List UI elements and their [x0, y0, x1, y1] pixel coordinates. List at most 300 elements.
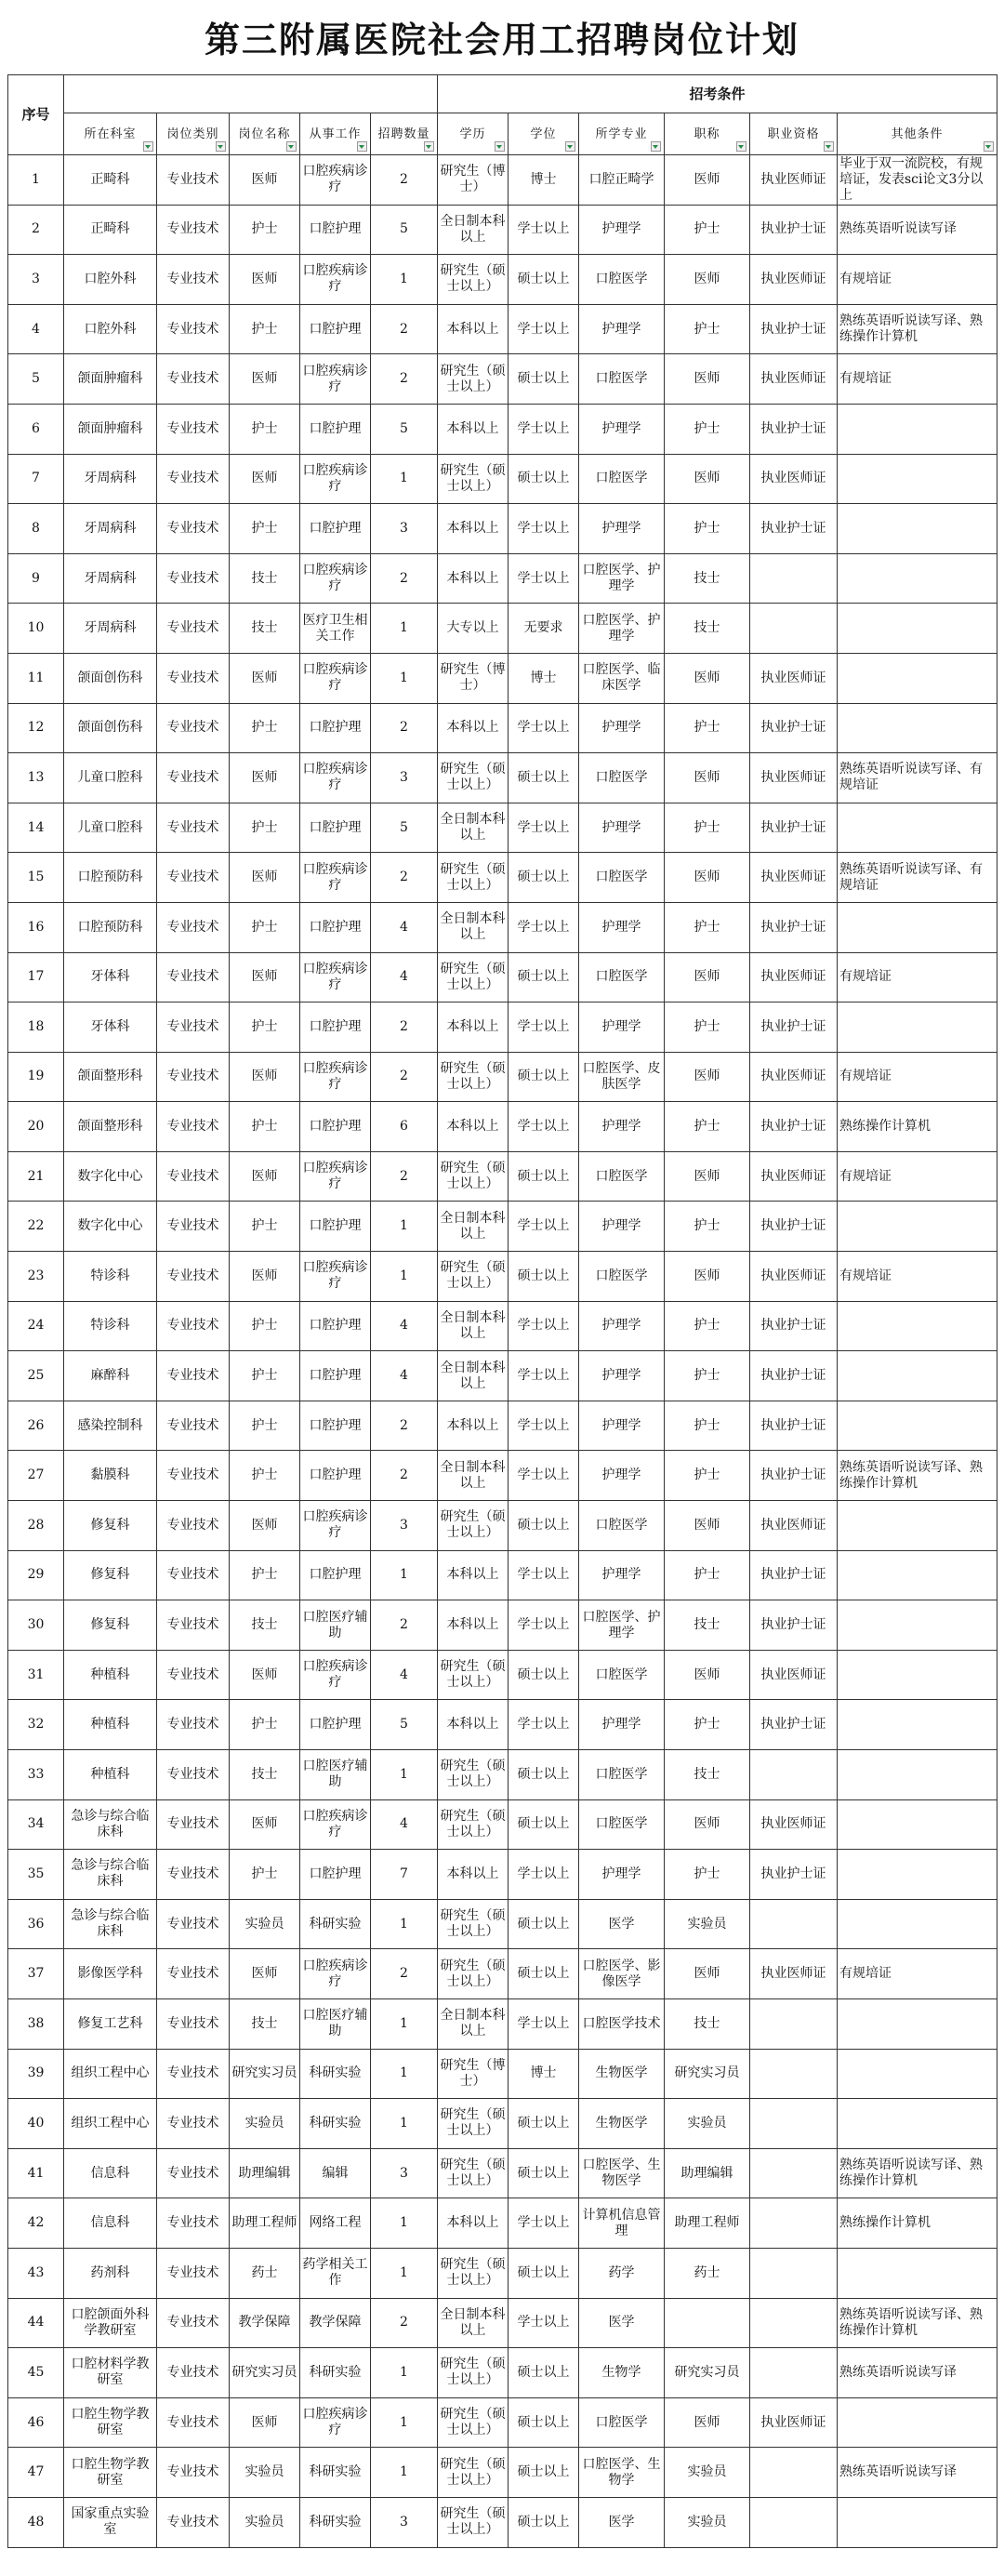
cell-qualification: 执业护士证	[750, 1451, 838, 1501]
cell-qualification: 执业护士证	[750, 504, 838, 554]
cell-qualification: 执业医师证	[750, 952, 838, 1003]
cell-qualification	[750, 2298, 838, 2348]
cell-major: 医学	[579, 2497, 665, 2547]
page-title: 第三附属医院社会用工招聘岗位计划	[204, 19, 799, 60]
cell-major: 护理学	[579, 1102, 665, 1152]
cell-education: 本科以上	[438, 1003, 509, 1053]
column-header-education	[438, 113, 509, 155]
cell-title: 医师	[665, 1949, 750, 1999]
cell-quantity: 1	[371, 1202, 438, 1252]
cell-title: 护士	[665, 304, 750, 354]
filter-dropdown-icon[interactable]	[565, 141, 575, 152]
cell-other-conditions: 熟练英语听说读写译、熟练操作计算机	[838, 2148, 997, 2198]
cell-seq: 35	[8, 1850, 64, 1900]
header-conditions: 招考条件	[438, 75, 997, 113]
cell-title: 医师	[665, 155, 750, 206]
cell-work: 口腔疾病诊疗	[300, 454, 371, 504]
cell-seq: 29	[8, 1550, 64, 1600]
column-header-work	[300, 113, 371, 155]
cell-department: 正畸科	[64, 205, 157, 255]
cell-post-category: 专业技术	[157, 1301, 230, 1351]
cell-title: 护士	[665, 504, 750, 554]
cell-title: 护士	[665, 902, 750, 952]
cell-other-conditions	[838, 803, 997, 853]
cell-title: 医师	[665, 354, 750, 405]
cell-major: 护理学	[579, 1351, 665, 1401]
cell-qualification: 执业医师证	[750, 1052, 838, 1102]
cell-post-category: 专业技术	[157, 354, 230, 405]
cell-department: 口腔颌面外科学教研室	[64, 2298, 157, 2348]
cell-work: 口腔疾病诊疗	[300, 1501, 371, 1551]
cell-post-name: 护士	[230, 703, 300, 753]
cell-major: 医学	[579, 1899, 665, 1949]
cell-quantity: 2	[371, 304, 438, 354]
cell-post-category: 专业技术	[157, 653, 230, 703]
cell-education: 全日制本科以上	[438, 2298, 509, 2348]
cell-seq: 9	[8, 553, 64, 604]
cell-seq: 40	[8, 2099, 64, 2149]
cell-education: 研究生（硕士以上）	[438, 1501, 509, 1551]
cell-education: 研究生（硕士以上）	[438, 1750, 509, 1800]
cell-other-conditions	[838, 1600, 997, 1651]
cell-seq: 23	[8, 1252, 64, 1302]
cell-other-conditions	[838, 1799, 997, 1850]
column-header-label: 招聘数量	[377, 126, 430, 141]
cell-major: 护理学	[579, 1700, 665, 1750]
cell-major: 口腔医学	[579, 2397, 665, 2448]
cell-major: 护理学	[579, 803, 665, 853]
cell-post-name: 技士	[230, 1750, 300, 1800]
cell-qualification: 执业医师证	[750, 155, 838, 206]
cell-major: 口腔医学	[579, 354, 665, 405]
cell-post-name: 护士	[230, 1550, 300, 1600]
cell-major: 护理学	[579, 703, 665, 753]
cell-qualification: 执业护士证	[750, 1202, 838, 1252]
filter-dropdown-icon[interactable]	[216, 141, 226, 152]
cell-major: 生物医学	[579, 2099, 665, 2149]
cell-post-name: 药士	[230, 2248, 300, 2298]
cell-quantity: 3	[371, 2497, 438, 2547]
cell-other-conditions: 熟练英语听说读写译	[838, 2348, 997, 2398]
cell-work: 编辑	[300, 2148, 371, 2198]
cell-title: 技士	[665, 604, 750, 654]
cell-department: 颌面整形科	[64, 1052, 157, 1102]
cell-post-category: 专业技术	[157, 2099, 230, 2149]
cell-department: 牙周病科	[64, 604, 157, 654]
cell-post-category: 专业技术	[157, 1252, 230, 1302]
cell-other-conditions: 熟练英语听说读写译	[838, 205, 997, 255]
cell-department: 颌面创伤科	[64, 703, 157, 753]
cell-other-conditions	[838, 2248, 997, 2298]
cell-post-name: 实验员	[230, 1899, 300, 1949]
cell-title: 护士	[665, 803, 750, 853]
recruitment-table	[7, 74, 997, 2548]
cell-post-name: 医师	[230, 255, 300, 305]
cell-department: 感染控制科	[64, 1401, 157, 1451]
table-row	[8, 1799, 997, 1850]
cell-degree: 博士	[509, 155, 579, 206]
cell-qualification: 执业医师证	[750, 354, 838, 405]
table-row	[8, 1401, 997, 1451]
cell-degree: 学士以上	[509, 304, 579, 354]
cell-title: 护士	[665, 1102, 750, 1152]
cell-title: 助理工程师	[665, 2198, 750, 2249]
cell-major: 护理学	[579, 1401, 665, 1451]
cell-seq: 27	[8, 1451, 64, 1501]
column-header-label: 岗位类别	[166, 126, 219, 141]
cell-degree: 硕士以上	[509, 853, 579, 903]
cell-degree: 硕士以上	[509, 2497, 579, 2547]
cell-seq: 41	[8, 2148, 64, 2198]
cell-degree: 博士	[509, 653, 579, 703]
cell-qualification: 执业医师证	[750, 1252, 838, 1302]
cell-title: 研究实习员	[665, 2348, 750, 2398]
column-header-label: 从事工作	[309, 126, 362, 141]
cell-post-category: 专业技术	[157, 304, 230, 354]
cell-post-name: 医师	[230, 354, 300, 405]
cell-qualification: 执业护士证	[750, 803, 838, 853]
cell-department: 种植科	[64, 1750, 157, 1800]
cell-department: 组织工程中心	[64, 2099, 157, 2149]
cell-other-conditions	[838, 1301, 997, 1351]
cell-post-name: 医师	[230, 155, 300, 206]
column-header-degree	[509, 113, 579, 155]
cell-degree: 硕士以上	[509, 1252, 579, 1302]
column-header-post-category	[157, 113, 230, 155]
cell-post-name: 护士	[230, 1102, 300, 1152]
cell-qualification	[750, 1998, 838, 2049]
cell-department: 口腔预防科	[64, 902, 157, 952]
cell-degree: 学士以上	[509, 1550, 579, 1600]
cell-department: 影像医学科	[64, 1949, 157, 1999]
cell-quantity: 3	[371, 1501, 438, 1551]
cell-post-category: 专业技术	[157, 255, 230, 305]
cell-degree: 学士以上	[509, 703, 579, 753]
cell-work: 教学保障	[300, 2298, 371, 2348]
cell-post-name: 护士	[230, 902, 300, 952]
cell-post-name: 实验员	[230, 2099, 300, 2149]
cell-post-name: 医师	[230, 1151, 300, 1202]
cell-department: 正畸科	[64, 155, 157, 206]
cell-title: 研究实习员	[665, 2049, 750, 2099]
filter-dropdown-icon[interactable]	[984, 141, 994, 152]
cell-title: 医师	[665, 255, 750, 305]
cell-post-name: 实验员	[230, 2448, 300, 2498]
cell-quantity: 1	[371, 2198, 438, 2249]
cell-major: 口腔医学、生物学	[579, 2448, 665, 2498]
table-row	[8, 2099, 997, 2149]
filter-dropdown-icon[interactable]	[824, 141, 834, 152]
cell-degree: 学士以上	[509, 1301, 579, 1351]
cell-title: 医师	[665, 1799, 750, 1850]
cell-title: 技士	[665, 1750, 750, 1800]
table-body	[8, 155, 997, 2548]
cell-work: 口腔医疗辅助	[300, 1750, 371, 1800]
cell-major: 护理学	[579, 304, 665, 354]
cell-work: 口腔医疗辅助	[300, 1998, 371, 2049]
cell-other-conditions: 有规培证	[838, 1052, 997, 1102]
cell-other-conditions	[838, 1700, 997, 1750]
cell-education: 本科以上	[438, 1102, 509, 1152]
cell-title: 实验员	[665, 2448, 750, 2498]
cell-education: 本科以上	[438, 1401, 509, 1451]
cell-degree: 学士以上	[509, 1202, 579, 1252]
cell-other-conditions: 有规培证	[838, 952, 997, 1003]
cell-department: 黏膜科	[64, 1451, 157, 1501]
cell-work: 口腔疾病诊疗	[300, 952, 371, 1003]
cell-major: 护理学	[579, 404, 665, 454]
filter-dropdown-icon[interactable]	[424, 141, 434, 152]
cell-degree: 学士以上	[509, 1401, 579, 1451]
cell-major: 口腔医学、护理学	[579, 604, 665, 654]
cell-other-conditions	[838, 1850, 997, 1900]
cell-post-category: 专业技术	[157, 454, 230, 504]
cell-other-conditions	[838, 2497, 997, 2547]
cell-title: 医师	[665, 952, 750, 1003]
cell-department: 儿童口腔科	[64, 753, 157, 803]
cell-post-category: 专业技术	[157, 1102, 230, 1152]
cell-degree: 硕士以上	[509, 255, 579, 305]
cell-major: 护理学	[579, 1550, 665, 1600]
cell-quantity: 2	[371, 853, 438, 903]
cell-education: 研究生（硕士以上）	[438, 2448, 509, 2498]
cell-other-conditions	[838, 1401, 997, 1451]
cell-quantity: 1	[371, 653, 438, 703]
cell-seq: 13	[8, 753, 64, 803]
cell-post-name: 医师	[230, 653, 300, 703]
table-row	[8, 2397, 997, 2448]
table-row	[8, 454, 997, 504]
filter-dropdown-icon[interactable]	[651, 141, 661, 152]
cell-degree: 硕士以上	[509, 354, 579, 405]
cell-other-conditions	[838, 604, 997, 654]
table-row	[8, 2448, 997, 2498]
cell-other-conditions	[838, 2099, 997, 2149]
cell-post-name: 护士	[230, 1003, 300, 1053]
cell-post-category: 专业技术	[157, 2448, 230, 2498]
column-header-label: 所在科室	[84, 126, 137, 141]
filter-dropdown-icon[interactable]	[286, 141, 297, 152]
cell-qualification	[750, 2497, 838, 2547]
cell-work: 科研实验	[300, 2348, 371, 2398]
cell-seq: 6	[8, 404, 64, 454]
cell-post-category: 专业技术	[157, 1501, 230, 1551]
cell-degree: 硕士以上	[509, 2397, 579, 2448]
cell-degree: 学士以上	[509, 1102, 579, 1152]
cell-qualification: 执业护士证	[750, 205, 838, 255]
table-row	[8, 2049, 997, 2099]
cell-title: 技士	[665, 1600, 750, 1651]
cell-work: 口腔疾病诊疗	[300, 1252, 371, 1302]
cell-other-conditions: 有规培证	[838, 1252, 997, 1302]
cell-education: 研究生（硕士以上）	[438, 454, 509, 504]
cell-qualification: 执业护士证	[750, 1401, 838, 1451]
cell-title: 医师	[665, 1501, 750, 1551]
cell-quantity: 1	[371, 1750, 438, 1800]
cell-post-category: 专业技术	[157, 1750, 230, 1800]
cell-seq: 48	[8, 2497, 64, 2547]
cell-quantity: 2	[371, 1451, 438, 1501]
cell-other-conditions	[838, 1351, 997, 1401]
cell-qualification: 执业护士证	[750, 404, 838, 454]
cell-seq: 11	[8, 653, 64, 703]
cell-qualification: 执业医师证	[750, 454, 838, 504]
cell-education: 全日制本科以上	[438, 1998, 509, 2049]
table-row	[8, 155, 997, 206]
cell-work: 药学相关工作	[300, 2248, 371, 2298]
cell-title: 医师	[665, 1052, 750, 1102]
filter-dropdown-icon[interactable]	[143, 141, 153, 152]
cell-post-name: 护士	[230, 404, 300, 454]
cell-degree: 博士	[509, 2049, 579, 2099]
cell-education: 研究生（硕士以上）	[438, 753, 509, 803]
cell-quantity: 4	[371, 902, 438, 952]
cell-post-name: 护士	[230, 205, 300, 255]
cell-work: 科研实验	[300, 2099, 371, 2149]
cell-work: 口腔疾病诊疗	[300, 155, 371, 206]
cell-education: 研究生（硕士以上）	[438, 1899, 509, 1949]
cell-qualification: 执业护士证	[750, 902, 838, 952]
cell-degree: 学士以上	[509, 1700, 579, 1750]
cell-major: 护理学	[579, 1301, 665, 1351]
cell-seq: 21	[8, 1151, 64, 1202]
cell-post-name: 护士	[230, 504, 300, 554]
filter-dropdown-icon[interactable]	[495, 141, 505, 152]
cell-quantity: 4	[371, 952, 438, 1003]
cell-post-name: 护士	[230, 803, 300, 853]
cell-post-name: 护士	[230, 1202, 300, 1252]
cell-degree: 硕士以上	[509, 952, 579, 1003]
cell-post-name: 护士	[230, 1451, 300, 1501]
cell-degree: 硕士以上	[509, 2448, 579, 2498]
cell-quantity: 2	[371, 1600, 438, 1651]
cell-other-conditions: 有规培证	[838, 1949, 997, 1999]
column-header-quantity	[371, 113, 438, 155]
table-row	[8, 853, 997, 903]
cell-post-name: 教学保障	[230, 2298, 300, 2348]
cell-seq: 14	[8, 803, 64, 853]
cell-education: 全日制本科以上	[438, 205, 509, 255]
column-header-other-conditions	[838, 113, 997, 155]
cell-title: 护士	[665, 1451, 750, 1501]
cell-quantity: 1	[371, 2448, 438, 2498]
cell-degree: 学士以上	[509, 803, 579, 853]
cell-major: 口腔医学	[579, 255, 665, 305]
cell-work: 口腔疾病诊疗	[300, 1151, 371, 1202]
cell-major: 口腔医学	[579, 1799, 665, 1850]
cell-quantity: 2	[371, 1003, 438, 1053]
cell-work: 口腔护理	[300, 902, 371, 952]
cell-qualification: 执业护士证	[750, 1102, 838, 1152]
cell-department: 国家重点实验室	[64, 2497, 157, 2547]
cell-seq: 7	[8, 454, 64, 504]
cell-department: 牙体科	[64, 1003, 157, 1053]
cell-education: 研究生（博士）	[438, 2049, 509, 2099]
cell-work: 口腔疾病诊疗	[300, 853, 371, 903]
cell-qualification: 执业医师证	[750, 853, 838, 903]
cell-post-name: 技士	[230, 1998, 300, 2049]
cell-quantity: 3	[371, 2148, 438, 2198]
cell-qualification	[750, 2148, 838, 2198]
table-row	[8, 553, 997, 604]
cell-degree: 硕士以上	[509, 1750, 579, 1800]
cell-major: 生物医学	[579, 2049, 665, 2099]
cell-qualification: 执业护士证	[750, 1850, 838, 1900]
cell-title: 医师	[665, 454, 750, 504]
cell-other-conditions	[838, 553, 997, 604]
table-row	[8, 1550, 997, 1600]
cell-title: 护士	[665, 1850, 750, 1900]
cell-work: 口腔护理	[300, 1202, 371, 1252]
cell-title: 护士	[665, 205, 750, 255]
cell-title	[665, 2298, 750, 2348]
cell-education: 研究生（硕士以上）	[438, 1151, 509, 1202]
cell-department: 修复科	[64, 1550, 157, 1600]
cell-seq: 30	[8, 1600, 64, 1651]
cell-work: 科研实验	[300, 2497, 371, 2547]
column-header-qualification	[750, 113, 838, 155]
cell-post-name: 研究实习员	[230, 2049, 300, 2099]
cell-seq: 15	[8, 853, 64, 903]
cell-seq: 36	[8, 1899, 64, 1949]
cell-department: 口腔生物学教研室	[64, 2397, 157, 2448]
cell-work: 口腔护理	[300, 1003, 371, 1053]
cell-title: 护士	[665, 1202, 750, 1252]
column-header-label: 所学专业	[595, 126, 648, 141]
cell-other-conditions: 熟练英语听说读写译、有规培证	[838, 853, 997, 903]
cell-major: 口腔医学	[579, 1252, 665, 1302]
cell-other-conditions: 熟练英语听说读写译、熟练操作计算机	[838, 2298, 997, 2348]
column-header-title	[665, 113, 750, 155]
cell-post-name: 技士	[230, 1600, 300, 1651]
cell-quantity: 2	[371, 1151, 438, 1202]
cell-qualification: 执业护士证	[750, 304, 838, 354]
cell-title: 技士	[665, 1998, 750, 2049]
filter-dropdown-icon[interactable]	[736, 141, 746, 152]
cell-quantity: 2	[371, 1401, 438, 1451]
cell-title: 助理编辑	[665, 2148, 750, 2198]
cell-qualification	[750, 1750, 838, 1800]
cell-degree: 硕士以上	[509, 2099, 579, 2149]
cell-seq: 46	[8, 2397, 64, 2448]
cell-work: 口腔护理	[300, 1102, 371, 1152]
cell-major: 口腔医学、护理学	[579, 553, 665, 604]
cell-post-name: 实验员	[230, 2497, 300, 2547]
table-row	[8, 1850, 997, 1900]
cell-education: 研究生（硕士以上）	[438, 2497, 509, 2547]
cell-education: 研究生（硕士以上）	[438, 2248, 509, 2298]
cell-qualification: 执业护士证	[750, 1003, 838, 1053]
filter-dropdown-icon[interactable]	[357, 141, 367, 152]
cell-post-category: 专业技术	[157, 2049, 230, 2099]
table-row	[8, 1501, 997, 1551]
cell-degree: 硕士以上	[509, 454, 579, 504]
cell-post-name: 医师	[230, 1252, 300, 1302]
table-row	[8, 1301, 997, 1351]
cell-department: 修复工艺科	[64, 1998, 157, 2049]
cell-department: 特诊科	[64, 1301, 157, 1351]
table-row	[8, 1202, 997, 1252]
cell-post-category: 专业技术	[157, 2348, 230, 2398]
cell-seq: 17	[8, 952, 64, 1003]
cell-work: 口腔护理	[300, 803, 371, 853]
cell-qualification: 执业医师证	[750, 1151, 838, 1202]
cell-post-category: 专业技术	[157, 2298, 230, 2348]
cell-post-name: 医师	[230, 1501, 300, 1551]
cell-department: 信息科	[64, 2198, 157, 2249]
cell-other-conditions: 熟练英语听说读写译、熟练操作计算机	[838, 304, 997, 354]
cell-major: 护理学	[579, 1850, 665, 1900]
